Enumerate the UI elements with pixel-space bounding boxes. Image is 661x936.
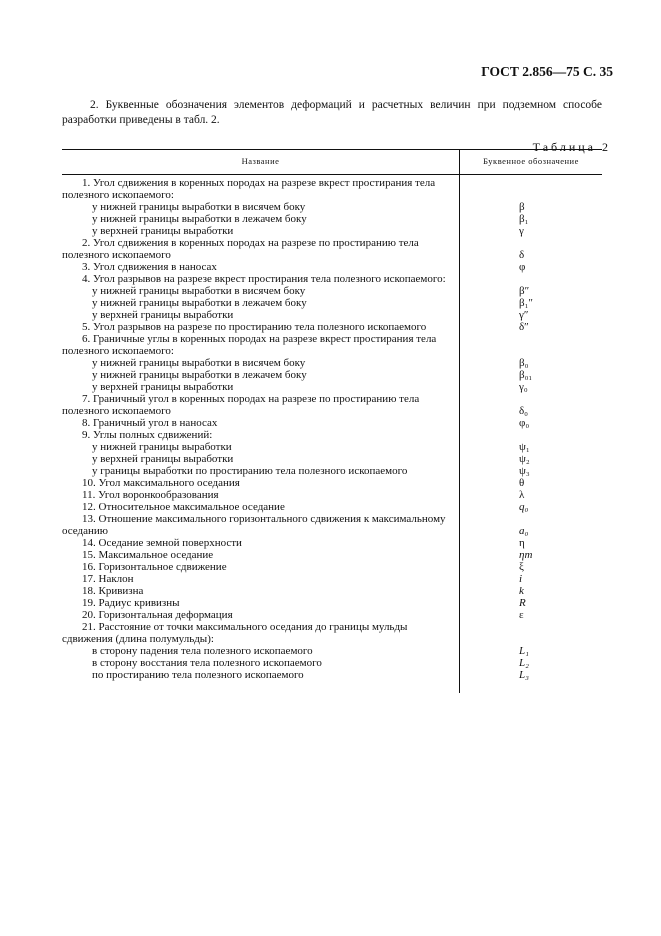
row-name: в сторону падения тела полезного ископаемого: [92, 645, 313, 657]
row-name: 3. Угол сдвижения в наносах: [82, 261, 217, 273]
row-name: 7. Граничный угол в коренных породах на разрезе по простиранию тела полезного ископаемого: [62, 393, 420, 417]
row-name: 13. Отношение максимального горизонтального сдвижения к максимальному оседанию: [62, 513, 446, 537]
row-symbol: i: [519, 573, 523, 585]
table-row: [62, 237, 602, 261]
table-row: [62, 333, 602, 357]
row-name: у верхней границы выработки: [92, 225, 234, 237]
row-name: у границы выработки по простиранию тела полезного ископаемого: [92, 465, 408, 477]
row-symbol: ηm: [519, 549, 533, 561]
table-row: [62, 429, 602, 441]
table-row: [62, 381, 602, 393]
table-row: [62, 597, 602, 609]
table-row: [62, 273, 602, 285]
row-name: в сторону восстания тела полезного ископаемого: [92, 657, 322, 669]
row-symbol: ψ₃: [519, 465, 530, 477]
row-symbol: φ₀: [519, 417, 530, 429]
table-header-rule: [62, 174, 602, 175]
row-name: у нижней границы выработки в висячем боку: [92, 357, 306, 369]
page-header: ГОСТ 2.856—75 С. 35: [481, 64, 613, 79]
row-name: 6. Граничные углы в коренных породах на разрезе вкрест простирания тела полезного ископаемого:: [62, 333, 437, 357]
table-row: [62, 669, 602, 681]
table-row: [62, 489, 602, 501]
table-top-rule: [62, 149, 602, 150]
row-symbol: δ₀: [519, 405, 529, 417]
row-name: у нижней границы выработки в лежачем боку: [92, 213, 307, 225]
row-name: 1. Угол сдвижения в коренных породах на разрезе вкрест простирания тела полезного ископаемого:: [62, 177, 436, 201]
row-name: 17. Наклон: [82, 573, 134, 585]
table-row: [62, 645, 602, 657]
row-symbol: q₀: [519, 501, 529, 513]
row-symbol: β₀₁: [519, 369, 533, 381]
intro-paragraph: 2. Буквенные обозначения элементов деформаций и расчетных величин при подземном способе разработки приведены в табл. 2.: [62, 99, 602, 126]
table-row: [62, 357, 602, 369]
row-symbol: η: [519, 537, 525, 549]
row-name: по простиранию тела полезного ископаемого: [92, 669, 304, 681]
row-symbol: θ: [519, 477, 525, 489]
table-row: [62, 465, 602, 477]
table-row: [62, 585, 602, 597]
row-name: у нижней границы выработки в лежачем боку: [92, 369, 307, 381]
row-symbol: k: [519, 585, 524, 597]
table-row: [62, 573, 602, 585]
row-symbol: ξ: [519, 561, 524, 573]
row-name: 8. Граничный угол в наносах: [82, 417, 218, 429]
table-row: [62, 177, 602, 201]
row-symbol: L₁: [519, 645, 529, 657]
row-name: у нижней границы выработки в висячем боку: [92, 201, 306, 213]
row-symbol: β: [519, 201, 525, 213]
table-row: [62, 261, 602, 273]
row-symbol: β₁″: [519, 297, 534, 309]
row-symbol: L₃: [519, 669, 529, 681]
row-symbol: φ: [519, 261, 526, 273]
table-row: [62, 441, 602, 453]
row-symbol: ψ₁: [519, 441, 530, 453]
row-symbol: δ″: [519, 321, 529, 333]
table-row: [62, 369, 602, 381]
row-name: у нижней границы выработки в лежачем боку: [92, 297, 307, 309]
row-name: у нижней границы выработки в висячем боку: [92, 285, 306, 297]
table-row: [62, 501, 602, 513]
table-caption: Таблица 2: [532, 140, 611, 154]
row-name: у верхней границы выработки: [92, 309, 234, 321]
row-symbol: λ: [519, 489, 525, 501]
row-name: 20. Горизонтальная деформация: [82, 609, 233, 621]
table-row: [62, 513, 602, 537]
row-symbol: a₀: [519, 525, 529, 537]
row-symbol: β″: [519, 285, 530, 297]
row-name: 4. Угол разрывов на разрезе вкрест простирания тела полезного ископаемого:: [82, 273, 446, 285]
table-row: [62, 453, 602, 465]
row-symbol: γ₀: [519, 381, 528, 393]
column-header-symbol: Буквенное обозначение: [483, 156, 579, 166]
row-name: 16. Горизонтальное сдвижение: [82, 561, 227, 573]
table-row: [62, 609, 602, 621]
table-row: [62, 621, 602, 645]
row-name: у нижней границы выработки: [92, 441, 232, 453]
row-symbol: β₀: [519, 357, 529, 369]
row-symbol: γ: [519, 225, 524, 237]
row-name: 19. Радиус кривизны: [82, 597, 180, 609]
row-name: 11. Угол воронкообразования: [82, 489, 219, 501]
table-row: [62, 537, 602, 549]
table-row: [62, 561, 602, 573]
table-body: [62, 177, 602, 681]
row-symbol: δ: [519, 249, 525, 261]
row-name: 14. Оседание земной поверхности: [82, 537, 242, 549]
row-name: 2. Угол сдвижения в коренных породах на разрезе по простиранию тела полезного ископаемого: [62, 237, 419, 261]
table-row: [62, 393, 602, 417]
row-name: 5. Угол разрывов на разрезе по простиранию тела полезного ископаемого: [82, 321, 427, 333]
row-symbol: L₂: [519, 657, 529, 669]
row-name: 12. Относительное максимальное оседание: [82, 501, 285, 513]
row-name: 15. Максимальное оседание: [82, 549, 214, 561]
table-row: [62, 213, 602, 225]
row-symbol: R: [519, 597, 526, 609]
table-row: [62, 657, 602, 669]
table-row: [62, 201, 602, 213]
table-row: [62, 321, 602, 333]
row-symbol: γ″: [519, 309, 529, 321]
table-row: [62, 477, 602, 489]
row-name: 18. Кривизна: [82, 585, 144, 597]
table-row: [62, 285, 602, 297]
row-name: 9. Углы полных сдвижений:: [82, 429, 213, 441]
row-name: у верхней границы выработки: [92, 453, 234, 465]
table-row: [62, 225, 602, 237]
row-symbol: ε: [519, 609, 524, 621]
row-name: 21. Расстояние от точки максимального оседания до границы мульды сдвижения (длина полумульды):: [62, 621, 408, 645]
table-row: [62, 297, 602, 309]
table-row: [62, 309, 602, 321]
row-symbol: β₁: [519, 213, 529, 225]
row-name: у верхней границы выработки: [92, 381, 234, 393]
table-row: [62, 549, 602, 561]
column-header-name: Название: [241, 156, 280, 166]
row-name: 10. Угол максимального оседания: [82, 477, 240, 489]
table-row: [62, 417, 602, 429]
row-symbol: ψ₂: [519, 453, 530, 465]
